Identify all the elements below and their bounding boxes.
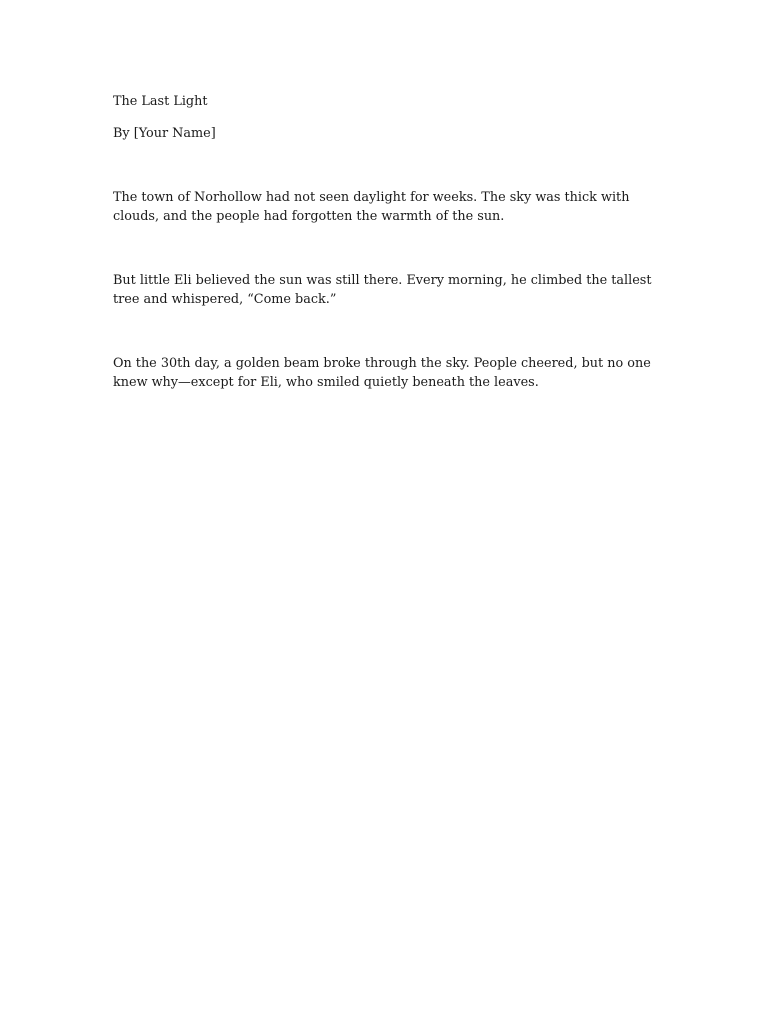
- document-body: [113, 92, 658, 392]
- paragraph-1: The town of Norhollow had not seen daylight for weeks. The sky was thick with clouds, and the people had forgotten the warmth of the sun.: [113, 190, 630, 224]
- author-byline: By [Your Name]: [113, 126, 216, 141]
- paragraph-3: On the 30th day, a golden beam broke through the sky. People cheered, but no one knew why—except for Eli, who smiled quietly beneath the leaves.: [113, 356, 651, 390]
- story-title: The Last Light: [113, 94, 208, 109]
- paragraph-2: But little Eli believed the sun was still there. Every morning, he climbed the tallest tree and whispered, “Come back.”: [113, 273, 652, 307]
